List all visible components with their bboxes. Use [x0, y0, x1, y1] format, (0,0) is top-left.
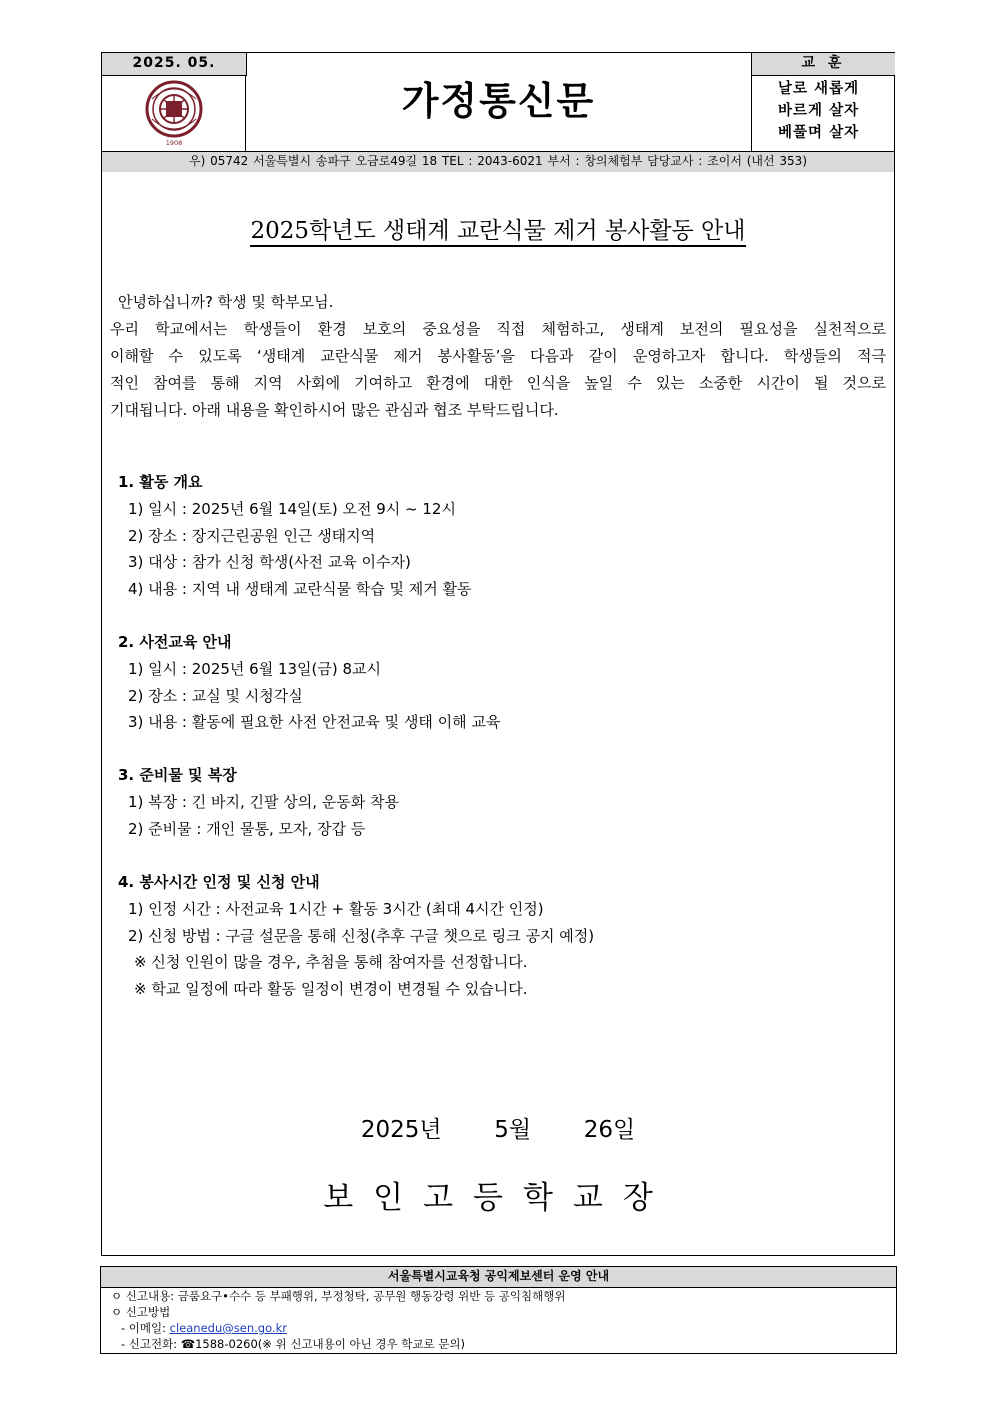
motto-label: 교 훈: [751, 53, 895, 76]
letter-date-year: 2025년: [360, 1117, 442, 1143]
principal-signature: 보인고등학교장: [323, 1180, 673, 1216]
motto-line: 날로 새롭게: [778, 81, 860, 97]
section-pre-education: [118, 629, 888, 736]
section-activity-overview: [118, 469, 888, 602]
school-seal-cell: [102, 75, 246, 151]
motto-box: [751, 75, 894, 151]
whistleblower-notice: [100, 1266, 897, 1354]
intro-line: 우리 학교에서는 학생들이 환경 보호의 중요성을 직접 체험하고, 생태계 보전의 필요성을 실천적으로: [110, 320, 886, 338]
section-note: ※ 신청 인원이 많을 경우, 추첨을 통해 참여자를 선정합니다.: [134, 953, 528, 972]
newsletter-header: [101, 52, 895, 172]
section-item: 2) 신청 방법 : 구글 설문을 통해 신청(추후 구글 챗으로 링크 공지 예정): [128, 926, 595, 945]
seal-year: 1908: [165, 139, 183, 147]
section-item: 4) 내용 : 지역 내 생태계 교란식물 학습 및 제거 활동: [128, 579, 472, 598]
issue-date: 2025. 05.: [102, 53, 247, 76]
section-heading: 2. 사전교육 안내: [118, 633, 232, 651]
section-item: 3) 대상 : 참가 신청 학생(사전 교육 이수자): [128, 553, 411, 572]
section-supplies: [118, 762, 888, 842]
intro-line: 이해할 수 있도록 ‘생태계 교란식물 제거 봉사활동’을 다음과 같이 운영하고자 합니다. 학생들의 적극: [110, 347, 886, 365]
intro-paragraph: [110, 289, 886, 424]
document-title: 2025학년도 생태계 교란식물 제거 봉사활동 안내: [101, 212, 895, 245]
section-item: 1) 일시 : 2025년 6월 13일(금) 8교시: [128, 660, 382, 678]
notice-email-line: [121, 1320, 287, 1336]
section-item: 3) 내용 : 활동에 필요한 사전 안전교육 및 생태 이해 교육: [128, 713, 501, 732]
section-item: 2) 장소 : 장지근린공원 인근 생태지역: [128, 526, 376, 545]
intro-line: 기대됩니다. 아래 내용을 확인하시어 많은 관심과 협조 부탁드립니다.: [110, 401, 559, 419]
motto-line: 바르게 살자: [778, 103, 860, 119]
section-item: 1) 인정 시간 : 사전교육 1시간 + 활동 3시간 (최대 4시간 인정): [128, 900, 544, 918]
motto-line: 베풀며 살자: [778, 125, 860, 141]
section-item: 2) 준비물 : 개인 물통, 모자, 장갑 등: [128, 819, 366, 838]
newsletter-title: 가정통신문: [401, 79, 596, 123]
greeting: 안녕하십니까? 학생 및 학부모님.: [118, 293, 334, 311]
school-address: 우) 05742 서울특별시 송파구 오금로49길 18 TEL : 2043-6021 부서 : 창의체험부 담당교사 : 조이서 (내선 353): [102, 151, 894, 172]
section-item: 2) 장소 : 교실 및 시청각실: [128, 686, 303, 705]
intro-line: 적인 참여를 통해 지역 사회에 기여하고 환경에 대한 인식을 높일 수 있는 소중한 시간이 될 것으로: [110, 374, 886, 392]
letter-date: [101, 1111, 895, 1144]
notice-report-method: ㅇ 신고방법: [111, 1305, 171, 1319]
notice-title: 서울특별시교육청 공익제보센터 운영 안내: [101, 1267, 896, 1288]
section-item: 1) 복장 : 긴 바지, 긴팔 상의, 운동화 착용: [128, 793, 399, 811]
section-heading: 4. 봉사시간 인정 및 신청 안내: [118, 873, 320, 891]
section-item: 1) 일시 : 2025년 6월 14일(토) 오전 9시 ~ 12시: [128, 500, 456, 518]
notice-report-content: ㅇ 신고내용: 금품요구•수수 등 부패행위, 부정청탁, 공무원 행동강령 위반 등 공익침해행위: [111, 1289, 566, 1303]
section-note: ※ 학교 일정에 따라 활동 일정이 변경이 변경될 수 있습니다.: [134, 979, 528, 998]
section-volunteer-hours: [118, 869, 888, 1002]
section-heading: 3. 준비물 및 복장: [118, 766, 237, 784]
letter-date-month: 5월: [494, 1117, 532, 1143]
section-heading: 1. 활동 개요: [118, 473, 203, 491]
school-seal-icon: [102, 75, 246, 151]
notice-phone: - 신고전화: ☎1588-0260(※ 위 신고내용이 아닌 경우 학교로 문의): [121, 1337, 465, 1351]
letter-date-day: 26일: [583, 1117, 636, 1143]
notice-email-link[interactable]: cleanedu@sen.go.kr: [169, 1321, 287, 1335]
notice-email-label: - 이메일:: [121, 1321, 170, 1335]
